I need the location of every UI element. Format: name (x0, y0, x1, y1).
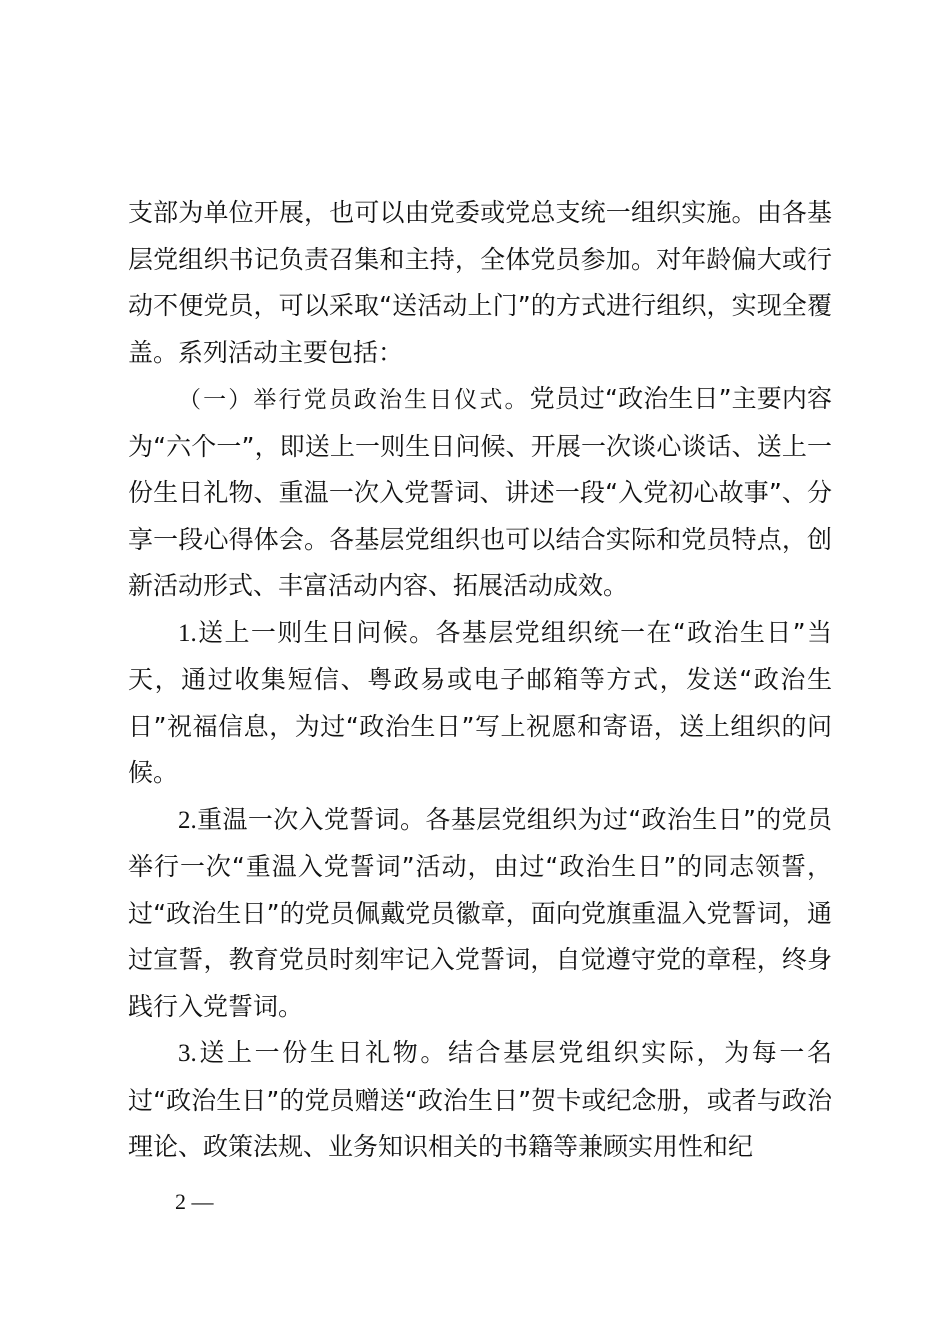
paragraph-item-3 (128, 1030, 832, 1171)
paragraph-text: 重温一次入党誓词。各基层党组织为过“政治生日”的党员举行一次“重温入党誓词”活动，由过“政治生日”的同志领誓，过“政治生日”的党员佩戴党员徽章，面向党旗重温入党誓词，通过宣誓，教育党员时刻牢记入党誓词，自觉遵守党的章程，终身践行入党誓词。 (128, 804, 832, 1021)
paragraph-text: 送上一则生日问候。各基层党组织统一在“政治生日”当天，通过收集短信、粤政易或电子邮箱等方式，发送“政治生日”祝福信息，为过“政治生日”写上祝愿和寄语，送上组织的问候。 (128, 617, 832, 787)
item-number: 2. (178, 806, 197, 834)
paragraph-item-2 (128, 797, 832, 1031)
body-text (128, 190, 832, 1171)
paragraph-text: 支部为单位开展，也可以由党委或党总支统一组织实施。由各基层党组织书记负责召集和主持，全体党员参加。对年龄偏大或行动不便党员，可以采取“送活动上门”的方式进行组织，实现全覆盖。系列活动主要包括： (128, 198, 832, 367)
paragraph-intro-continuation (128, 190, 832, 376)
paragraph-text: 送上一份生日礼物。结合基层党组织实际，为每一名过“政治生日”的党员赠送“政治生日”贺卡或纪念册，或者与政治理论、政策法规、业务知识相关的书籍等兼顾实用性和纪 (128, 1038, 832, 1161)
section-heading: （一）举行党员政治生日仪式。 (178, 387, 530, 413)
paragraph-item-1 (128, 610, 832, 797)
page-number: 2 — (175, 1189, 214, 1214)
paragraph-text: 党员过“政治生日”主要内容为“六个一”，即送上一则生日问候、开展一次谈心谈话、送上一份生日礼物、重温一次入党誓词、讲述一段“入党初心故事”、分享一段心得体会。各基层党组织也可以结合实际和党员特点，创新活动形式、丰富活动内容、拓展活动成效。 (128, 384, 833, 600)
paragraph-section-one (128, 376, 832, 610)
item-number: 1. (178, 619, 197, 647)
item-number: 3. (178, 1040, 197, 1067)
